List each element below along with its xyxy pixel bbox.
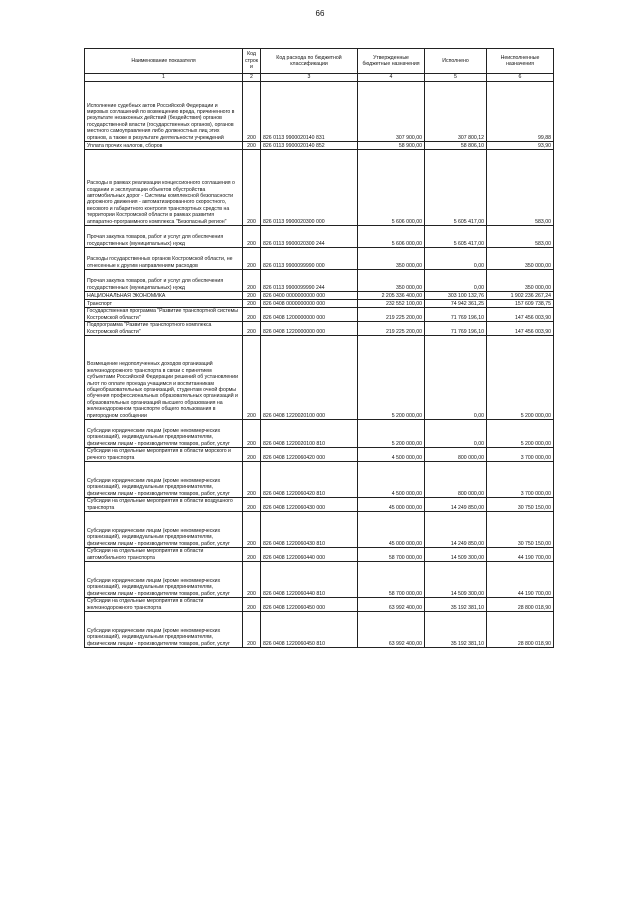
row-unexecuted: 28 800 018,90	[487, 598, 554, 612]
table-body	[85, 82, 554, 648]
table-row	[85, 448, 554, 462]
row-approved: 45 000 000,00	[358, 498, 425, 512]
row-line-code: 200	[243, 308, 261, 322]
header-line-code: Код строк и	[243, 49, 261, 74]
row-executed: 35 192 381,10	[425, 612, 487, 648]
row-approved: 4 500 000,00	[358, 462, 425, 498]
row-approved: 5 200 000,00	[358, 420, 425, 448]
table-row	[85, 462, 554, 498]
table-row	[85, 248, 554, 270]
row-budget-code: 826 0408 1220060420 810	[261, 462, 358, 498]
row-executed: 0,00	[425, 336, 487, 420]
row-line-code: 200	[243, 612, 261, 648]
row-approved: 58 900,00	[358, 142, 425, 150]
row-approved: 350 000,00	[358, 270, 425, 292]
row-unexecuted: 30 750 150,00	[487, 498, 554, 512]
column-number: 5	[425, 74, 487, 82]
row-executed: 0,00	[425, 248, 487, 270]
row-line-code: 200	[243, 82, 261, 142]
row-budget-code: 826 0408 1220060430 000	[261, 498, 358, 512]
row-approved: 63 992 400,00	[358, 612, 425, 648]
column-number: 2	[243, 74, 261, 82]
row-unexecuted: 583,00	[487, 150, 554, 226]
row-executed: 0,00	[425, 420, 487, 448]
table-row	[85, 270, 554, 292]
row-unexecuted: 147 456 003,90	[487, 322, 554, 336]
row-budget-code: 826 0408 1220060450 000	[261, 598, 358, 612]
table-row	[85, 322, 554, 336]
row-executed: 58 806,10	[425, 142, 487, 150]
header-indicator-name: Наименование показателя	[85, 49, 243, 74]
row-approved: 2 205 336 400,00	[358, 292, 425, 300]
row-approved: 307 900,00	[358, 82, 425, 142]
row-approved: 5 606 000,00	[358, 150, 425, 226]
row-budget-code: 826 0408 1220060440 810	[261, 562, 358, 598]
table-row	[85, 548, 554, 562]
page-number: 66	[315, 9, 325, 18]
table-row	[85, 300, 554, 308]
row-approved: 63 992 400,00	[358, 598, 425, 612]
table-row	[85, 142, 554, 150]
row-executed: 307 800,12	[425, 82, 487, 142]
row-name: НАЦИОНАЛЬНАЯ ЭКОНОМИКА	[85, 292, 243, 300]
row-name: Подпрограмма "Развитие транспортного комплекса Костромской области"	[85, 322, 243, 336]
row-unexecuted: 44 190 700,00	[487, 562, 554, 598]
row-budget-code: 826 0408 0000000000 000	[261, 300, 358, 308]
row-name: Прочая закупка товаров, работ и услуг для обеспечения государственных (муниципальных) нужд	[85, 270, 243, 292]
row-executed: 5 605 417,00	[425, 150, 487, 226]
row-executed: 14 509 300,00	[425, 562, 487, 598]
row-executed: 14 509 300,00	[425, 548, 487, 562]
header-unexecuted: Неисполненные назначения	[487, 49, 554, 74]
row-line-code: 200	[243, 336, 261, 420]
row-executed: 35 192 381,10	[425, 598, 487, 612]
row-unexecuted: 44 190 700,00	[487, 548, 554, 562]
row-executed: 71 769 196,10	[425, 308, 487, 322]
row-approved: 232 552 100,00	[358, 300, 425, 308]
row-executed: 800 000,00	[425, 462, 487, 498]
row-line-code: 200	[243, 498, 261, 512]
column-number: 4	[358, 74, 425, 82]
row-name: Государственная программа "Развитие транспортной системы Костромской области"	[85, 308, 243, 322]
header-budget-code: Код расхода по бюджетной классификации	[261, 49, 358, 74]
row-unexecuted: 93,90	[487, 142, 554, 150]
row-line-code: 200	[243, 292, 261, 300]
row-line-code: 200	[243, 248, 261, 270]
row-unexecuted: 583,00	[487, 226, 554, 248]
table-row	[85, 612, 554, 648]
row-name: Исполнение судебных актов Российской Федерации и мировых соглашений по возмещению вреда, причиненного в результате незаконных действий (бездействия) органов государственной власти (государственных органов), органов местного самоуправления либо должностных лиц этих органов, а также в результате деятельности учреждений	[85, 82, 243, 142]
row-line-code: 200	[243, 448, 261, 462]
row-name: Прочая закупка товаров, работ и услуг для обеспечения государственных (муниципальных) нужд	[85, 226, 243, 248]
row-line-code: 200	[243, 150, 261, 226]
row-budget-code: 826 0113 9900099990 000	[261, 248, 358, 270]
row-unexecuted: 1 902 236 267,24	[487, 292, 554, 300]
row-unexecuted: 3 700 000,00	[487, 462, 554, 498]
table-row	[85, 498, 554, 512]
row-unexecuted: 157 609 738,75	[487, 300, 554, 308]
row-approved: 219 225 200,00	[358, 308, 425, 322]
row-line-code: 200	[243, 598, 261, 612]
table-header-row	[85, 49, 554, 74]
row-approved: 4 500 000,00	[358, 448, 425, 462]
row-unexecuted: 147 456 003,90	[487, 308, 554, 322]
row-budget-code: 826 0113 9900099990 244	[261, 270, 358, 292]
row-name: Субсидии на отдельные мероприятия в области автомобильного транспорта	[85, 548, 243, 562]
table-row	[85, 512, 554, 548]
table-row	[85, 336, 554, 420]
table-row	[85, 308, 554, 322]
row-budget-code: 826 0408 1220000000 000	[261, 322, 358, 336]
row-approved: 45 000 000,00	[358, 512, 425, 548]
row-budget-code: 826 0113 9900020140 831	[261, 82, 358, 142]
table-row	[85, 82, 554, 142]
row-name: Субсидии юридическим лицам (кроме некоммерческих организаций), индивидуальным предпринимателям, физическим лицам - производителям товаров, работ, услуг	[85, 612, 243, 648]
row-executed: 303 100 132,76	[425, 292, 487, 300]
row-unexecuted: 30 750 150,00	[487, 512, 554, 548]
row-approved: 5 606 000,00	[358, 226, 425, 248]
row-unexecuted: 5 200 000,00	[487, 336, 554, 420]
row-line-code: 200	[243, 420, 261, 448]
row-budget-code: 826 0408 1200000000 000	[261, 308, 358, 322]
header-approved: Утвержденные бюджетные назначения	[358, 49, 425, 74]
row-approved: 219 225 200,00	[358, 322, 425, 336]
row-approved: 5 200 000,00	[358, 336, 425, 420]
row-executed: 71 769 196,10	[425, 322, 487, 336]
table-row	[85, 562, 554, 598]
budget-execution-table	[84, 48, 554, 648]
row-executed: 74 942 361,25	[425, 300, 487, 308]
row-budget-code: 826 0408 1220060450 810	[261, 612, 358, 648]
row-budget-code: 826 0408 1220060420 000	[261, 448, 358, 462]
row-unexecuted: 5 200 000,00	[487, 420, 554, 448]
column-number-row	[85, 74, 554, 82]
row-executed: 0,00	[425, 270, 487, 292]
row-budget-code: 826 0408 1220060440 000	[261, 548, 358, 562]
row-budget-code: 826 0408 1220020100 000	[261, 336, 358, 420]
row-line-code: 200	[243, 462, 261, 498]
table-row	[85, 292, 554, 300]
row-budget-code: 826 0400 0000000000 000	[261, 292, 358, 300]
row-name: Субсидии юридическим лицам (кроме некоммерческих организаций), индивидуальным предпринимателям, физическим лицам - производителям товаров, работ, услуг	[85, 462, 243, 498]
row-executed: 14 249 850,00	[425, 498, 487, 512]
table-row	[85, 150, 554, 226]
row-unexecuted: 99,88	[487, 82, 554, 142]
row-unexecuted: 28 800 018,90	[487, 612, 554, 648]
row-name: Субсидии на отдельные мероприятия в области воздушного транспорта	[85, 498, 243, 512]
row-executed: 14 249 850,00	[425, 512, 487, 548]
row-line-code: 200	[243, 562, 261, 598]
column-number: 6	[487, 74, 554, 82]
row-name: Субсидии на отдельные мероприятия в области железнодорожного транспорта	[85, 598, 243, 612]
row-name: Возмещение недополученных доходов организаций железнодорожного транспорта в связи с принятием субъектами Российской Федерации решений об установлении льгот по оплате проезда учащимся и воспитанникам общеобразовательных организаций, студентам очной формы обучения профессиональных образовательных организаций и образовательных организаций высшего образования на железнодорожном транспорте общего пользования в пригородном сообщении	[85, 336, 243, 420]
table-row	[85, 420, 554, 448]
row-name: Субсидии на отдельные мероприятия в области морского и речного транспорта	[85, 448, 243, 462]
row-budget-code: 826 0408 1220020100 810	[261, 420, 358, 448]
row-line-code: 200	[243, 512, 261, 548]
row-budget-code: 826 0113 9900020300 000	[261, 150, 358, 226]
table-row	[85, 226, 554, 248]
row-approved: 58 700 000,00	[358, 548, 425, 562]
row-name: Расходы в рамках реализации концессионного соглашения о создании и эксплуатации объектов обустройства автомобильных дорог - Системы комплексной безопасности дорожного движения - автоматизированного скоростного, весового и габаритного контроля транспортных средств на территории Костромской области в рамках развития аппаратно-программного комплекса "Безопасный регион"	[85, 150, 243, 226]
row-budget-code: 826 0113 9900020140 852	[261, 142, 358, 150]
table-row	[85, 598, 554, 612]
row-budget-code: 826 0113 9900020300 244	[261, 226, 358, 248]
row-line-code: 200	[243, 270, 261, 292]
row-executed: 5 605 417,00	[425, 226, 487, 248]
row-name: Расходы государственных органов Костромской области, не отнесенные к другим направлениям расходов	[85, 248, 243, 270]
row-line-code: 200	[243, 300, 261, 308]
row-budget-code: 826 0408 1220060430 810	[261, 512, 358, 548]
row-executed: 800 000,00	[425, 448, 487, 462]
header-executed: Исполнено	[425, 49, 487, 74]
row-approved: 350 000,00	[358, 248, 425, 270]
row-unexecuted: 350 000,00	[487, 270, 554, 292]
row-name: Субсидии юридическим лицам (кроме некоммерческих организаций), индивидуальным предпринимателям, физическим лицам - производителям товаров, работ, услуг	[85, 562, 243, 598]
row-unexecuted: 3 700 000,00	[487, 448, 554, 462]
row-approved: 58 700 000,00	[358, 562, 425, 598]
column-number: 1	[85, 74, 243, 82]
row-name: Субсидии юридическим лицам (кроме некоммерческих организаций), индивидуальным предпринимателям, физическим лицам - производителям товаров, работ, услуг	[85, 420, 243, 448]
row-line-code: 200	[243, 548, 261, 562]
row-name: Уплата прочих налогов, сборов	[85, 142, 243, 150]
column-number: 3	[261, 74, 358, 82]
row-unexecuted: 350 000,00	[487, 248, 554, 270]
row-name: Субсидии юридическим лицам (кроме некоммерческих организаций), индивидуальным предпринимателям, физическим лицам - производителям товаров, работ, услуг	[85, 512, 243, 548]
row-name: Транспорт	[85, 300, 243, 308]
row-line-code: 200	[243, 226, 261, 248]
row-line-code: 200	[243, 142, 261, 150]
row-line-code: 200	[243, 322, 261, 336]
